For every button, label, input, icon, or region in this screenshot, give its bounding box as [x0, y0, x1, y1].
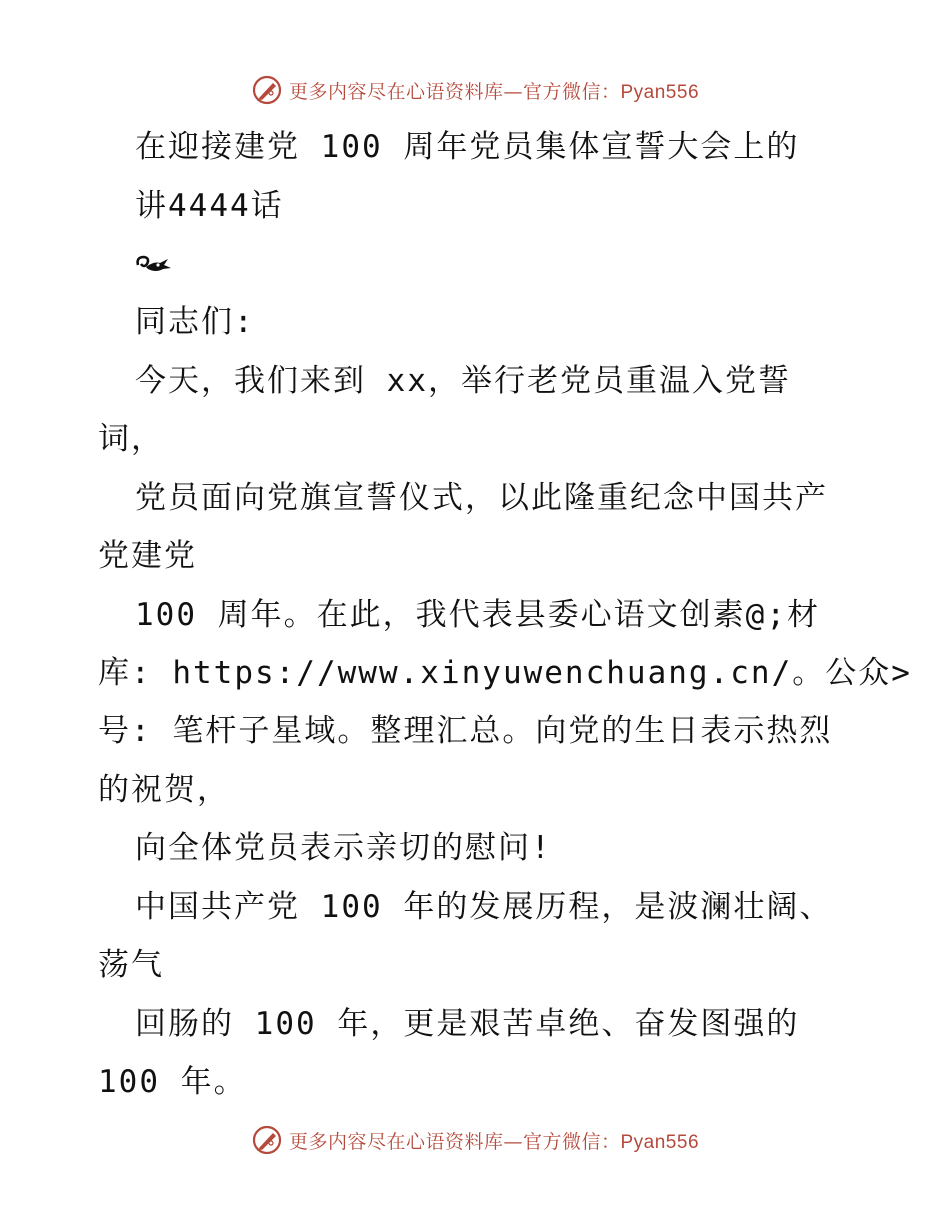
paragraph-line: 回肠的 100 年，更是艰苦卓绝、奋发图强的 — [135, 1006, 800, 1042]
paragraph-line: 荡气 — [98, 947, 164, 983]
banner-dash: — — [503, 1130, 523, 1153]
paragraph-line: 党建党 — [98, 538, 197, 574]
document-title-line-1: 在迎接建党 100 周年党员集体宣誓大会上的 — [135, 129, 800, 165]
paragraph-line: 的祝贺， — [98, 772, 230, 808]
banner-wechat-id: Pyan556 — [620, 81, 700, 103]
paragraph-line: 100 年。 — [98, 1064, 247, 1100]
banner-title: 更多内容尽在心语资料库 — [288, 80, 504, 103]
footer-banner — [0, 1120, 950, 1160]
banner-wechat-label: 官方微信： — [522, 80, 621, 103]
banner-wechat-label: 官方微信： — [522, 1130, 621, 1153]
paragraph-line: 党员面向党旗宣誓仪式，以此隆重纪念中国共产 — [135, 480, 828, 516]
paragraph-line: 号: 笔杆子星域。整理汇总。向党的生日表示热烈 — [98, 713, 833, 749]
flourish-ornament-icon — [134, 249, 174, 279]
paragraph-line: 100 周年。在此，我代表县委心语文创素@;材 — [135, 597, 820, 633]
paragraph-line: 今天，我们来到 xx，举行老党员重温入党誓 — [135, 363, 791, 399]
banner-dash: — — [503, 80, 523, 103]
paragraph-line: 库: https://www.xinyuwenchuang.cn/。公众> — [98, 655, 912, 691]
banner-text — [289, 1127, 699, 1154]
paragraph-line: 向全体党员表示亲切的慰问! — [135, 830, 552, 866]
quill-seal-icon — [251, 1124, 283, 1156]
paragraph-line: 词， — [98, 421, 164, 457]
document-title-line-2: 讲4444话 — [135, 188, 284, 224]
banner-title: 更多内容尽在心语资料库 — [288, 1130, 504, 1153]
paragraph-line: 中国共产党 100 年的发展历程，是波澜壮阔、 — [135, 889, 833, 925]
banner-wechat-id: Pyan556 — [620, 1131, 700, 1153]
paragraph-line: 同志们: — [135, 304, 255, 340]
